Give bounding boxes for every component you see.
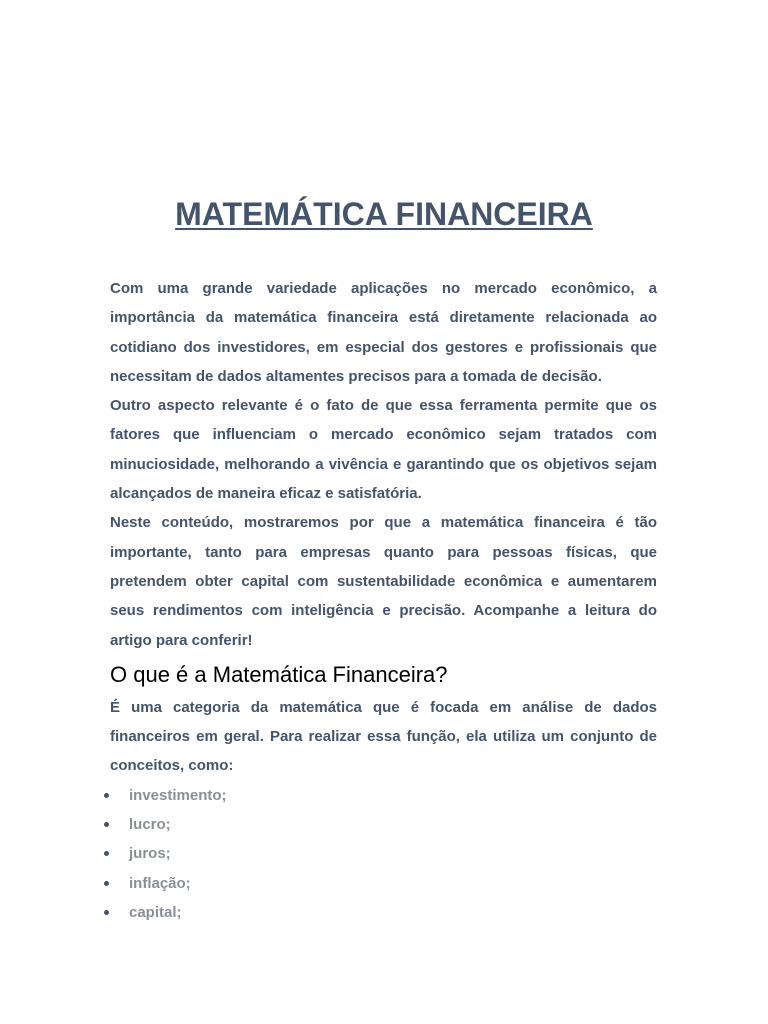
list-item xyxy=(110,869,657,898)
paragraph: Neste conteúdo, mostraremos por que a matemática financeira é tão importante, tanto para empresas quanto para pessoas físicas, que pretendem obter capital com sustentabilidade econômica e aumentarem seus rendimentos com inteligência e precisão. Acompanhe a leitura do artigo para conferir! xyxy=(110,514,657,649)
bullet-icon xyxy=(104,851,109,856)
document-title: MATEMÁTICA FINANCEIRA xyxy=(175,196,593,232)
section-intro: É uma categoria da matemática que é focada em análise de dados financeiros em geral. Para realizar essa função, ela utiliza um conjunto de conceitos, como: xyxy=(110,698,657,775)
list-item-text: lucro; xyxy=(129,816,171,834)
bullet-icon xyxy=(104,822,109,827)
bullet-icon xyxy=(104,793,109,798)
list-item-text: capital; xyxy=(129,903,182,921)
concept-list xyxy=(110,781,657,927)
list-item-text: inflação; xyxy=(129,874,191,892)
bullet-icon xyxy=(104,910,109,915)
list-item xyxy=(110,839,657,868)
list-item xyxy=(110,781,657,810)
bullet-icon xyxy=(104,881,109,886)
list-item xyxy=(110,898,657,927)
section-heading: O que é a Matemática Financeira? xyxy=(110,661,448,687)
list-item xyxy=(110,810,657,839)
document-body xyxy=(110,274,657,927)
list-item-text: juros; xyxy=(129,845,171,863)
list-item-text: investimento; xyxy=(129,786,227,804)
paragraph: Outro aspecto relevante é o fato de que essa ferramenta permite que os fatores que influenciam o mercado econômico sejam tratados com minuciosidade, melhorando a vivência e garantindo que os objetivos sejam alcançados de maneira eficaz e satisfatória. xyxy=(110,397,657,503)
paragraph: Com uma grande variedade aplicações no mercado econômico, a importância da matemática financeira está diretamente relacionada ao cotidiano dos investidores, em especial dos gestores e profissionais que necessitam de dados altamentes precisos para a tomada de decisão. xyxy=(110,280,657,385)
